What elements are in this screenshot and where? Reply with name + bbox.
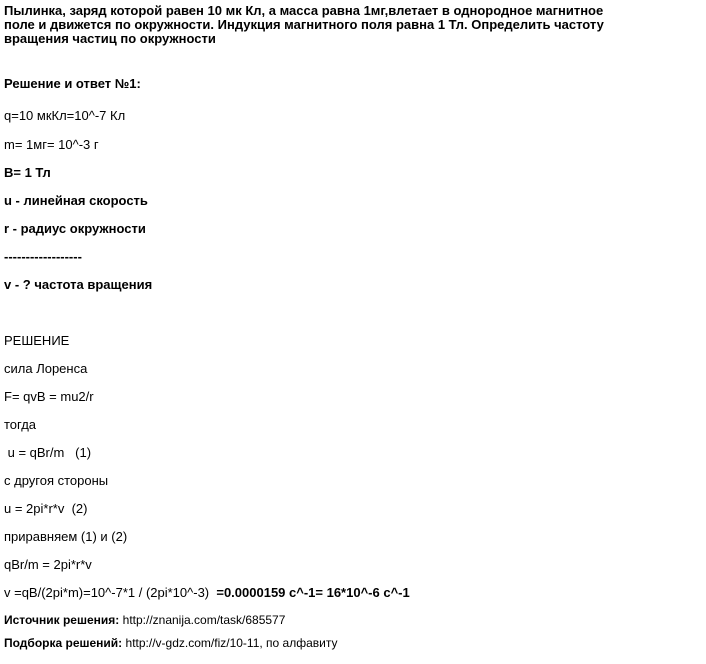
given-u: u - линейная скорость [4,193,148,208]
problem-line-1: Пылинка, заряд которой равен 10 мк Кл, а масса равна 1мг,влетает в однородное магнитное [4,3,604,18]
divider-line: ------------------ [4,249,82,264]
final-answer [4,585,410,600]
solution-header: РЕШЕНИЕ [4,333,70,348]
source-link[interactable]: http://znanija.com/task/685577 [122,613,286,627]
problem-line-2: поле и движется по окружности. Индукция магнитного поля равна 1 Тл. Определить частоту [4,17,604,32]
selection-line [4,636,337,651]
final-result: =0.0000159 с^-1= 16*10^-6 с^-1 [216,585,410,600]
given-m: m= 1мг= 10^-3 г [4,137,99,152]
equation-2: u = 2pi*r*v (2) [4,501,88,516]
source-label: Источник решения: [4,613,120,627]
selection-label: Подборка решений: [4,636,123,650]
lorentz-line: сила Лоренса [4,361,88,376]
given-B: B= 1 Тл [4,165,51,180]
selection-link[interactable]: http://v-gdz.com/fiz/10-11, по алфавиту [125,636,338,650]
equation-1: u = qBr/m (1) [4,445,92,460]
source-line [4,613,285,628]
problem-line-3: вращения частиц по окружности [4,31,216,46]
then-line: тогда [4,417,37,432]
other-side-line: с другоя стороны [4,473,109,488]
given-v: v - ? частота вращения [4,277,153,292]
given-q: q=10 мкКл=10^-7 Кл [4,108,126,123]
given-r: r - радиус окружности [4,221,146,236]
equate-line: приравняем (1) и (2) [4,529,128,544]
equation-3: qBr/m = 2pi*r*v [4,557,92,572]
final-calc: v =qB/(2pi*m)=10^-7*1 / (2pi*10^-3) [4,585,217,600]
force-formula: F= qvB = mu2/r [4,389,94,404]
solution-heading: Решение и ответ №1: [4,76,141,91]
